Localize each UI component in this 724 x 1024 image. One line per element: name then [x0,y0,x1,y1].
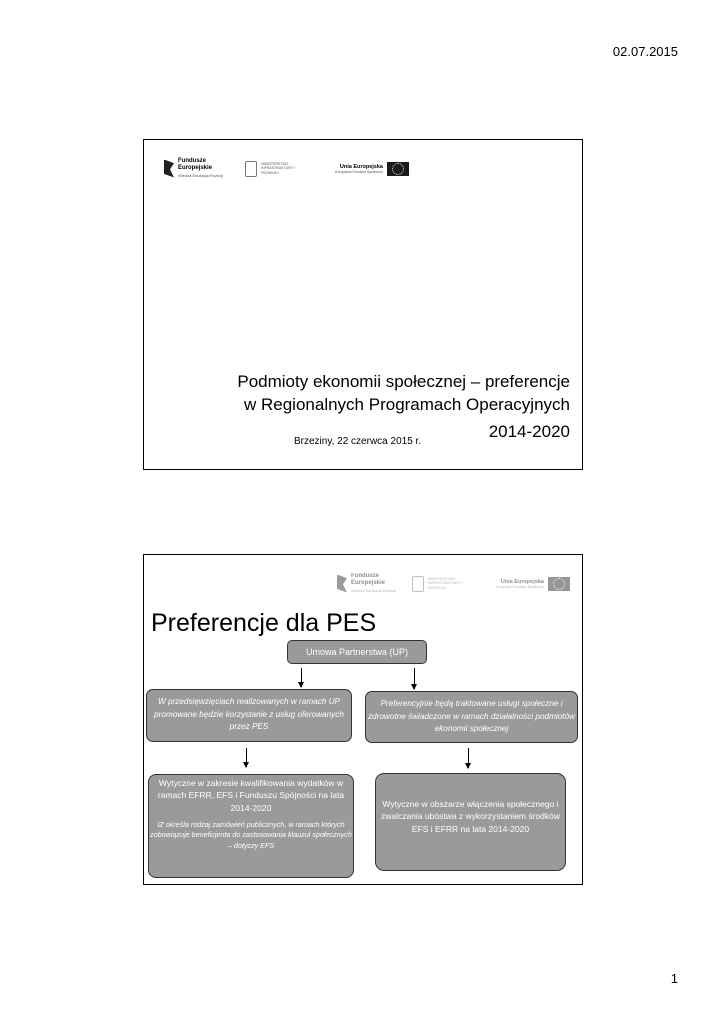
eligibility-guidelines-text: Wytyczne w zakresie kwalifikowania wydatków w ramach EFRR, EFS i Funduszu Spójności na lata 2014-2020 [157,778,345,813]
social-clauses-note: IZ określa rodzaj zamówień publicznych, w ramach których zobowiązuje beneficjenta do zastosowania klauzul społecznych – dotyczy EFS [150,819,352,850]
eagle-emblem-icon [245,161,257,177]
fe-logo-line1: Fundusze [178,158,206,164]
eu-logo-line1: Unia Europejska [500,578,544,585]
ministry-logo [245,161,313,177]
eu-logo [496,577,570,591]
eagle-emblem-icon [412,576,424,592]
fundusze-europejskie-logo [337,573,396,594]
slide-2-title: Preferencje dla PES [151,609,377,637]
ministry-logo-text: MINISTERSTWO INFRASTRUKTURY I ROZWOJU [261,161,295,175]
eligibility-guidelines-box [148,774,354,878]
title-line-2: w Regionalnych Programach Operacyjnych [244,395,570,414]
arrow-down-icon [301,668,302,687]
fundusze-europejskie-logo [164,158,223,179]
page-date: 02.07.2015 [612,44,678,59]
arrow-down-icon [468,748,469,768]
eu-logo-line2: Europejski Fundusz Społeczny [496,584,544,589]
fe-logo-line3: Wiedza Edukacja Rozwój [351,588,397,593]
slide-1-title [237,370,570,443]
ministry-logo [412,576,480,592]
fe-mark-icon [164,160,174,178]
up-promotion-box: W przedsięwzięciach realizowanych w ramach UP promowane będzie korzystanie z usług oferowanych przez PES [146,689,352,742]
fe-logo-line3: Wiedza Edukacja Rozwój [178,173,224,178]
fe-logo-line2: Europejskie [351,580,386,586]
arrow-down-icon [414,668,415,689]
preferential-services-box: Preferencyjnie będą traktowane usługi społeczne i zdrowotne świadczone w ramach działalności podmiotów ekonomii społecznej [365,691,578,743]
fe-mark-icon [337,575,347,593]
eu-flag-icon [548,577,570,591]
title-line-1: Podmioty ekonomii społecznej – preferencje [237,372,570,391]
logo-bar-faded [337,573,570,594]
fe-logo-line1: Fundusze [351,573,379,579]
fe-logo-line2: Europejskie [178,165,213,171]
title-line-3: 2014-2020 [488,422,570,441]
arrow-down-icon [246,748,247,767]
slide-1-subtitle: Brzeziny, 22 czerwca 2015 r. [294,436,422,447]
eu-logo-line1: Unia Europejska [339,163,383,170]
ministry-logo-text: MINISTERSTWO INFRASTRUKTURY I ROZWOJU [428,576,462,590]
logo-bar [164,158,409,179]
slide-2 [143,554,583,885]
eu-logo-line2: Europejski Fundusz Społeczny [335,169,383,174]
partnership-agreement-box: Umowa Partnerstwa (UP) [287,640,427,664]
social-inclusion-guidelines-box: Wytyczne w obszarze włączenia społecznego i zwalczania ubóstwa z wykorzystaniem środków EFS i EFRR na lata 2014-2020 [375,773,566,871]
slide-1 [143,139,583,470]
eu-logo [335,162,409,176]
eu-flag-icon [387,162,409,176]
page-number: 1 [670,971,678,986]
